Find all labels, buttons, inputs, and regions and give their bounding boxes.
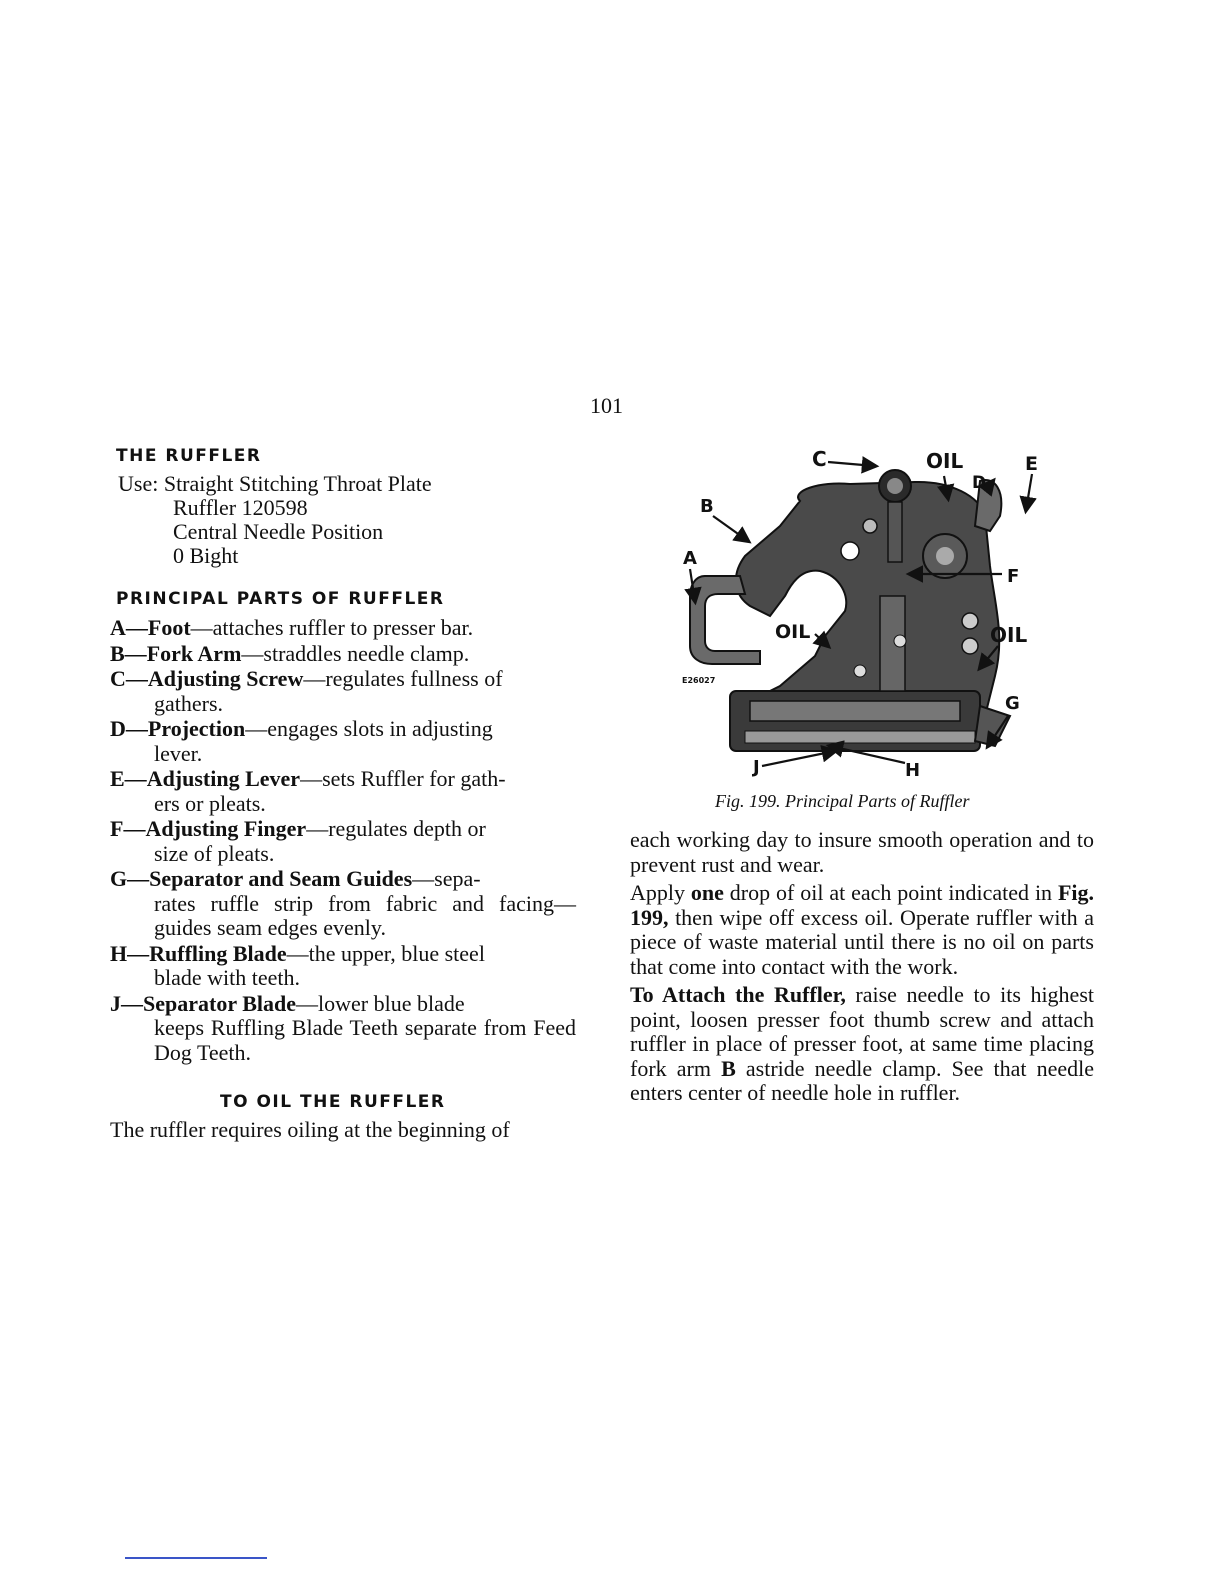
part-name: Ruffling Blade <box>149 940 287 966</box>
part-desc-cont: lever. <box>154 740 203 766</box>
ruffler-body <box>690 470 1010 751</box>
part-name: Adjusting Lever <box>146 766 301 791</box>
oil-paragraph-start: The ruffler requires oiling at the beginning of <box>110 1117 510 1142</box>
page-number: 101 <box>590 393 623 418</box>
part-item-h <box>110 942 576 991</box>
use-item: 0 Bight <box>173 543 239 568</box>
part-desc: —lower blue blade <box>295 990 465 1016</box>
label-g: G <box>1005 693 1020 714</box>
part-item-c <box>110 667 576 716</box>
label-b: B <box>700 496 714 517</box>
text-run: Apply <box>630 880 691 905</box>
oil-heading: TO OIL THE RUFFLER <box>220 1092 446 1112</box>
label-c: C <box>812 447 827 471</box>
ruffler-heading: THE RUFFLER <box>116 446 262 466</box>
footnote-rule <box>125 1557 267 1559</box>
text-bold: Fig. 199, <box>630 880 1095 930</box>
part-name: Projection <box>147 716 246 741</box>
label-e: E <box>1025 453 1038 475</box>
label-f: F <box>1007 566 1020 587</box>
part-name: Separator Blade <box>143 990 296 1016</box>
principal-parts-heading: PRINCIPAL PARTS OF RUFFLER <box>116 589 445 609</box>
part-letter: A— <box>110 615 148 640</box>
label-oil-left: OIL <box>775 621 811 643</box>
label-j: J <box>753 757 760 778</box>
part-item-d <box>110 717 576 766</box>
text-bold: To Attach the Ruffler, <box>630 982 846 1007</box>
part-item-g <box>110 867 576 941</box>
part-desc: —regulates fullness of <box>303 666 503 691</box>
part-letter: G— <box>110 866 150 891</box>
part-desc-cont: rates ruffle strip from fabric and facing—guides seam edges evenly. <box>154 890 576 940</box>
part-letter: E— <box>110 766 147 791</box>
part-desc-cont: keeps Ruffling Blade Teeth separate from Feed Dog Teeth. <box>154 1015 576 1065</box>
use-line-1 <box>118 472 432 496</box>
ruffler-figure <box>650 446 1050 786</box>
use-item: Ruffler 120598 <box>173 495 308 520</box>
ruffler-illustration <box>650 446 1050 786</box>
apply-oil-paragraph <box>630 881 1094 979</box>
use-item: Straight Stitching Throat Plate <box>163 471 432 496</box>
label-oil-right: OIL <box>990 623 1028 647</box>
part-desc-cont: size of pleats. <box>154 840 275 866</box>
text-run: raise needle to its highest point, loosen presser foot thumb screw and attach ruffler in place of presser foot, at same time placing fork arm <box>630 982 1094 1081</box>
text-run: astride needle clamp. See that needle enters center of needle hole in ruffler. <box>630 1055 1094 1105</box>
text-bold: one <box>690 880 724 905</box>
label-h: H <box>905 760 921 781</box>
text-bold: B <box>721 1055 736 1081</box>
part-desc: —sepa- <box>412 866 481 891</box>
oil-paragraph-continued: each working day to insure smooth operation and to prevent rust and wear. <box>630 827 1094 877</box>
figure-caption: Fig. 199. Principal Parts of Ruffler <box>715 791 970 811</box>
part-desc: —regulates depth or <box>306 816 486 841</box>
part-letter: B— <box>110 640 147 666</box>
part-letter: D— <box>110 716 148 741</box>
part-desc-cont: ers or pleats. <box>154 790 266 816</box>
part-item-j <box>110 992 576 1066</box>
part-name: Foot <box>147 615 191 640</box>
part-item-e <box>110 767 576 816</box>
part-letter: F— <box>110 816 146 841</box>
part-desc: —the upper, blue steel <box>286 940 485 966</box>
label-oil-top: OIL <box>926 449 964 473</box>
label-d: D <box>972 473 987 493</box>
part-desc: —engages slots in adjusting <box>245 716 493 741</box>
label-stamp: E26027 <box>682 676 716 685</box>
text-run: drop of oil at each point indicated in <box>723 880 1058 905</box>
part-desc: —attaches ruffler to presser bar. <box>190 615 474 640</box>
part-letter: H— <box>110 940 150 966</box>
use-item: Central Needle Position <box>173 519 384 544</box>
part-name: Fork Arm <box>146 640 242 666</box>
right-text <box>630 828 1094 1110</box>
text-run: then wipe off excess oil. Operate ruffler with a piece of waste material until there is no oil on parts that come into contact with the work. <box>630 904 1094 979</box>
part-item-a <box>110 616 576 641</box>
part-desc-cont: gathers. <box>154 690 224 716</box>
part-name: Adjusting Finger <box>145 816 307 841</box>
part-letter: J— <box>110 990 143 1016</box>
use-block <box>118 472 432 568</box>
attach-ruffler-paragraph <box>630 983 1094 1106</box>
part-desc: —straddles needle clamp. <box>241 640 470 666</box>
part-item-b <box>110 642 576 667</box>
part-name: Separator and Seam Guides <box>149 866 413 891</box>
part-desc: —sets Ruffler for gath- <box>300 766 506 791</box>
part-name: Adjusting Screw <box>147 666 304 691</box>
part-letter: C— <box>110 666 148 691</box>
parts-list <box>110 616 576 1066</box>
part-desc-cont: blade with teeth. <box>154 965 301 990</box>
use-label: Use: <box>118 471 159 496</box>
label-a: A <box>683 548 697 569</box>
part-item-f <box>110 817 576 866</box>
